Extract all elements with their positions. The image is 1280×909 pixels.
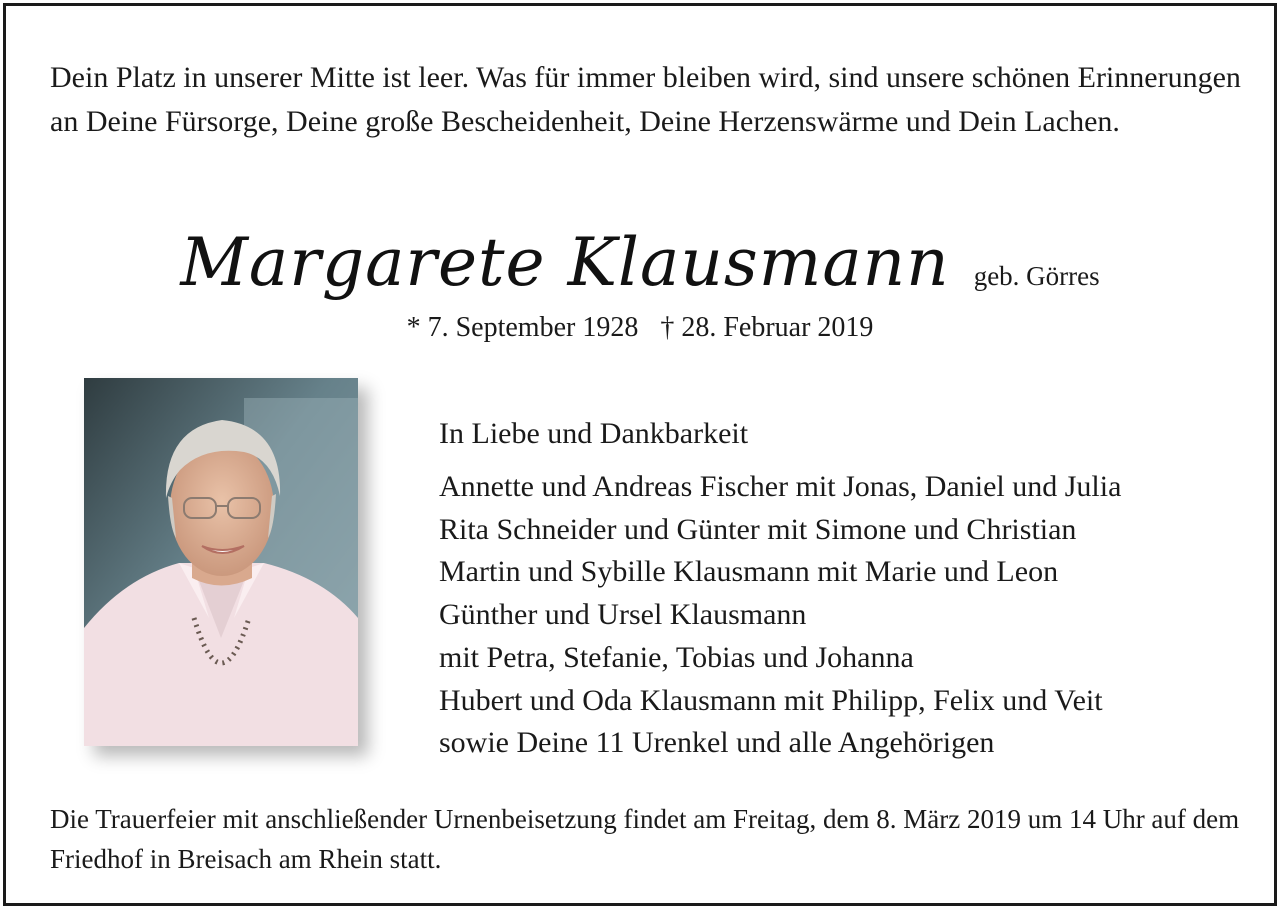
signature-line: Günther und Ursel Klausmann (439, 598, 807, 632)
signature-line: Annette und Andreas Fischer mit Jonas, Daniel und Julia (439, 470, 1122, 503)
deceased-name: Margarete Klausmann (180, 224, 950, 301)
signature-line: sowie Deine 11 Urenkel und alle Angehörigen (439, 726, 995, 760)
death-date: † 28. Februar 2019 (660, 312, 874, 343)
signatures-block (439, 414, 1269, 765)
birth-date: * 7. September 1928 (406, 312, 639, 343)
signature-line: Hubert und Oda Klausmann mit Philipp, Felix und Veit (439, 683, 1103, 717)
deceased-name-row (6, 224, 1274, 301)
intro-text: Dein Platz in unserer Mitte ist leer. Was für immer bleiben wird, sind unsere schönen Erinnerungen an Deine Fürsorge, Deine große Bescheidenheit, Deine Herzenswärme und Dein Lachen. (50, 61, 1241, 138)
life-dates (6, 312, 1274, 344)
maiden-name: geb. Görres (973, 261, 1100, 291)
signatures-heading: In Liebe und Dankbarkeit (439, 417, 749, 450)
signature-line: Rita Schneider und Günter mit Simone und Christian (439, 512, 1077, 546)
signature-line: Martin und Sybille Klausmann mit Marie und Leon (439, 555, 1059, 589)
ceremony-notice: Die Trauerfeier mit anschließender Urnenbeisetzung findet am Freitag, dem 8. März 2019 um 14 Uhr auf dem Friedhof in Breisach am Rhein statt. (50, 804, 1240, 874)
portrait-photo-icon (84, 378, 358, 746)
obituary-frame (3, 3, 1277, 906)
signature-line: mit Petra, Stefanie, Tobias und Johanna (439, 640, 914, 674)
